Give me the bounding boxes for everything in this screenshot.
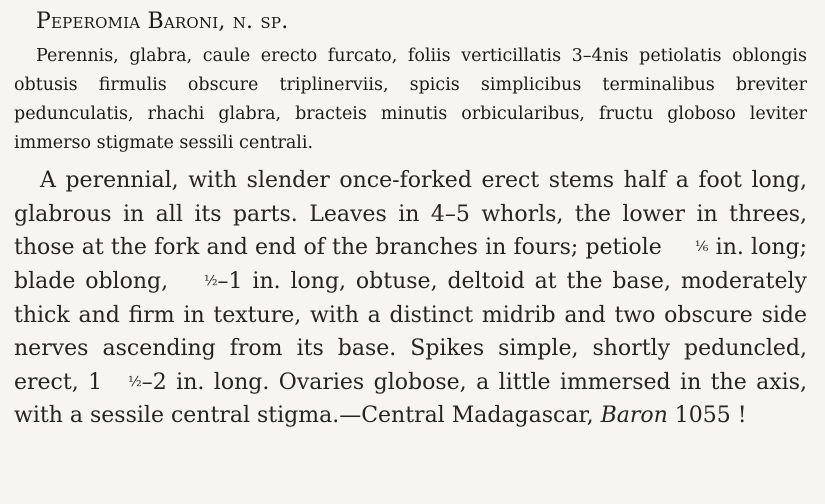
latin-diagnosis: Perennis, glabra, caule erecto furcato, foliis verticillatis 3–4nis petiolatis oblongis obtusis firmulis obscure triplinerviis, spicis simplicibus terminalibus breviter pedunculatis, rhachi glabra, bracteis minutis orbicularibus, fructu globoso leviter immerso stigmate sessili centrali. (14, 46, 807, 153)
description-text-1: A perennial, with slender once-forked erect stems half a foot long, glabrous in all its parts. Leaves in 4–5 whorls, the lower in threes, those at the fork and end of the branches in fours; petiole (14, 168, 807, 260)
species-heading: Peperomia Baroni, n. sp. (36, 9, 289, 34)
english-description (14, 164, 807, 433)
description-text-5: 1055 ! (667, 403, 747, 429)
description-text-3: –1 in. long, obtuse, deltoid at the base, moderately thick and firm in texture, with a distinct midrib and two obscure side nerves ascending from its base. Spikes simple, shortly peduncled, erect, 1 (14, 268, 807, 395)
collector-name: Baron (600, 403, 668, 429)
fraction-one-half: ½ (203, 273, 218, 289)
description-text-2: in. long; blade oblong, (14, 235, 807, 294)
fraction-one-sixth: ⅙ (694, 239, 709, 256)
description-text-4: –2 in. long. Ovaries globose, a little immersed in the axis, with a sessile central stigma.—Central Madagascar, (14, 369, 807, 429)
fraction-one-half-second: ½ (128, 373, 142, 390)
